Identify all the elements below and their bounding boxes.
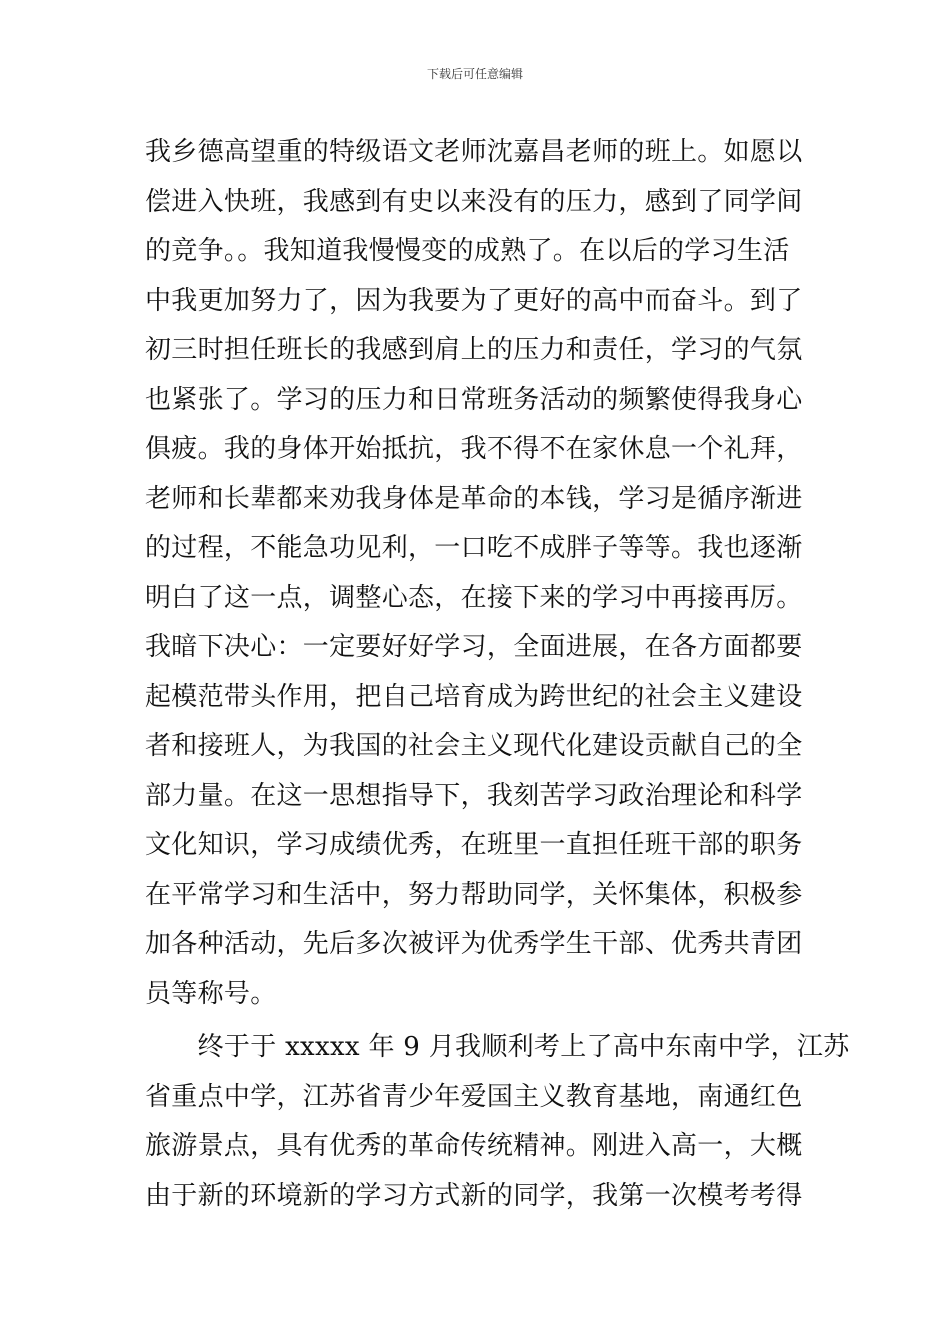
text-line: 的竞争。。我知道我慢慢变的成熟了。在以后的学习生活 bbox=[145, 236, 790, 266]
text-line: 我暗下决心：一定要好好学习，全面进展，在各方面都要 bbox=[145, 632, 803, 662]
text-line: 终于于 xxxxx 年 9 月我顺利考上了高中东南中学，江苏 bbox=[145, 1032, 850, 1062]
text-line: 中我更加努力了，因为我要为了更好的高中而奋斗。到了 bbox=[145, 285, 803, 316]
page-header: 下载后可任意编辑 bbox=[426, 67, 523, 81]
text-line: 老师和长辈都来劝我身体是革命的本钱，学习是循序渐进 bbox=[145, 483, 803, 514]
text-line: 旅游景点，具有优秀的革命传统精神。刚进入高一，大概 bbox=[145, 1131, 803, 1161]
text-line: 者和接班人，为我国的社会主义现代化建设贡献自己的全 bbox=[145, 731, 803, 761]
text-line: 起模范带头作用，把自己培育成为跨世纪的社会主义建设 bbox=[145, 681, 803, 712]
text-line: 加各种活动，先后多次被评为优秀学生干部、优秀共青团 bbox=[145, 929, 803, 959]
text-line: 偿进入快班，我感到有史以来没有的压力，感到了同学间 bbox=[145, 186, 803, 217]
text-line: 省重点中学，江苏省青少年爱国主义教育基地，南通红色 bbox=[145, 1081, 803, 1112]
text-line: 俱疲。我的身体开始抵抗，我不得不在家休息一个礼拜， bbox=[145, 434, 803, 464]
paragraph-1 bbox=[145, 128, 815, 1019]
text-line: 由于新的环境新的学习方式新的同学，我第一次模考考得 bbox=[145, 1180, 803, 1211]
text-line: 也紧张了。学习的压力和日常班务活动的频繁使得我身心 bbox=[145, 384, 803, 415]
text-line: 的过程，不能急功见利，一口吃不成胖子等等。我也逐渐 bbox=[145, 533, 803, 563]
text-line: 部力量。在这一思想指导下，我刻苦学习政治理论和科学 bbox=[145, 780, 803, 811]
text-line: 明白了这一点，调整心态，在接下来的学习中再接再厉。 bbox=[145, 582, 803, 613]
text-line: 在平常学习和生活中，努力帮助同学，关怀集体，积极参 bbox=[145, 879, 803, 910]
paragraph-2 bbox=[145, 1023, 850, 1221]
text-line: 我乡德高望重的特级语文老师沈嘉昌老师的班上。如愿以 bbox=[145, 137, 803, 167]
text-line: 员等称号。 bbox=[145, 978, 277, 1009]
text-line: 初三时担任班长的我感到肩上的压力和责任，学习的气氛 bbox=[145, 335, 803, 365]
document-body bbox=[145, 128, 850, 1221]
text-line: 文化知识，学习成绩优秀，在班里一直担任班干部的职务 bbox=[145, 830, 803, 860]
